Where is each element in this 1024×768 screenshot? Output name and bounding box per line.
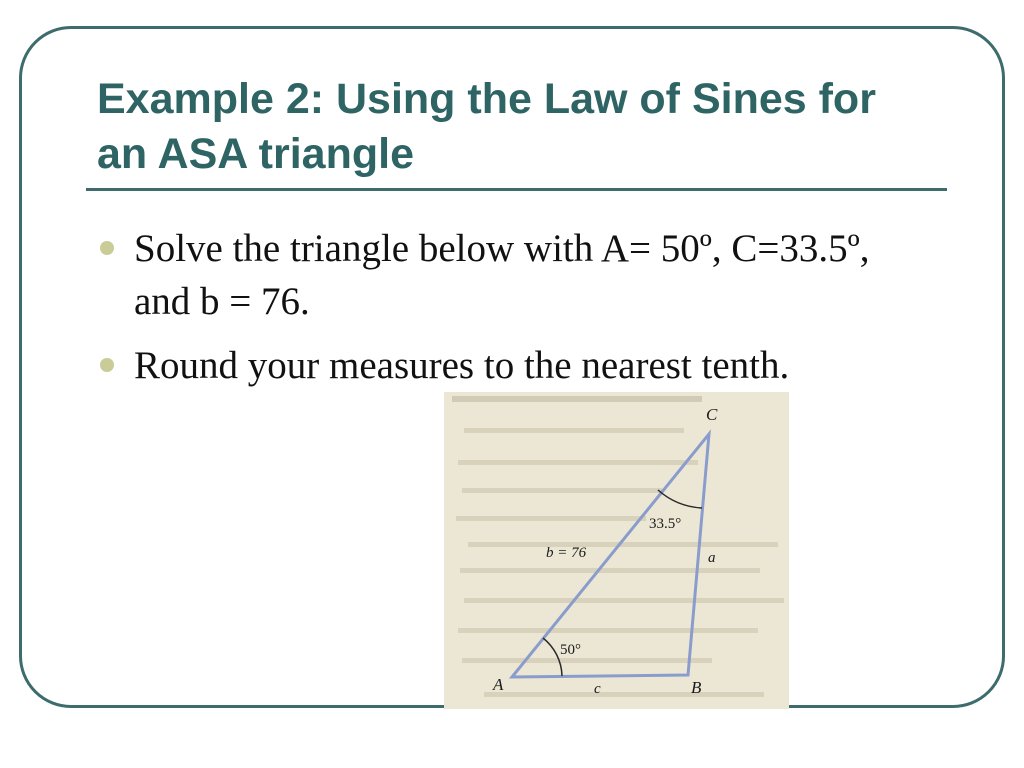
angle-a-label: 50° bbox=[560, 642, 581, 658]
texture-line bbox=[458, 628, 758, 633]
slide-title: Example 2: Using the Law of Sines for an ASA triangle bbox=[97, 75, 876, 178]
bullet-dot-icon bbox=[100, 358, 114, 372]
angle-arc-c bbox=[658, 490, 702, 508]
angle-c-label: 33.5° bbox=[649, 516, 682, 532]
vertex-b-label: B bbox=[691, 678, 702, 697]
bullet-text: Round your measures to the nearest tenth. bbox=[134, 344, 790, 387]
texture-line bbox=[464, 428, 684, 433]
texture-line bbox=[452, 396, 702, 402]
texture-line bbox=[468, 542, 778, 547]
texture-line bbox=[484, 692, 764, 697]
triangle-outline bbox=[512, 434, 709, 677]
bullet-item bbox=[97, 222, 897, 328]
title-divider bbox=[86, 188, 947, 191]
texture-line bbox=[460, 568, 760, 573]
side-a-label: a bbox=[708, 550, 716, 566]
bullet-list bbox=[97, 222, 897, 403]
vertex-a-label: A bbox=[493, 675, 504, 694]
side-c-label: c bbox=[594, 681, 601, 697]
side-b-label: b = 76 bbox=[546, 545, 587, 561]
triangle-diagram bbox=[444, 392, 789, 709]
triangle-figure bbox=[444, 392, 789, 709]
texture-line bbox=[458, 460, 698, 465]
texture-line bbox=[462, 658, 712, 663]
texture-line bbox=[464, 598, 784, 603]
texture-line bbox=[456, 516, 646, 521]
vertex-c-label: C bbox=[706, 405, 718, 424]
bullet-item bbox=[97, 339, 897, 392]
bullet-dot-icon bbox=[100, 241, 114, 255]
texture-line bbox=[462, 488, 662, 493]
bullet-text: Solve the triangle below with A= 50º, C=33.5º, and b = 76. bbox=[134, 227, 870, 323]
